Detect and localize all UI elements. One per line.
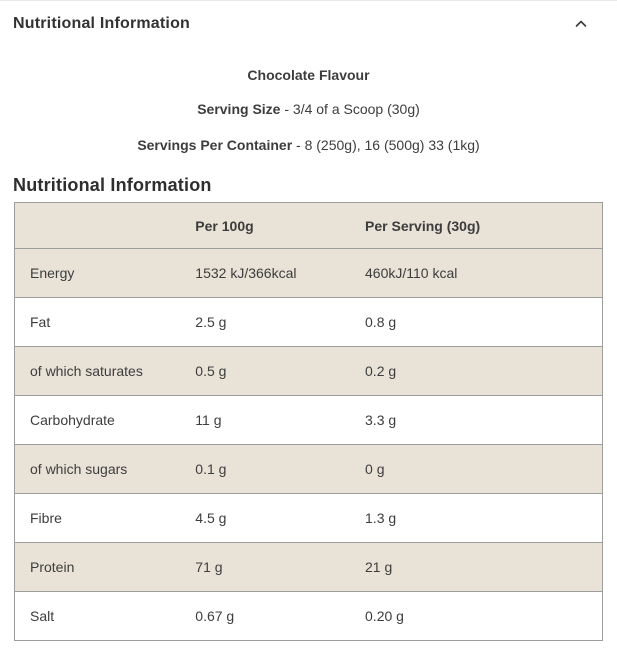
servings-per-container-label: Servings Per Container <box>137 137 293 153</box>
row-per-serving: 0.2 g <box>365 363 397 379</box>
serving-size-value: - 3/4 of a Scoop (30g) <box>280 101 420 117</box>
accordion-header-nutritional-information[interactable] <box>0 1 617 34</box>
table-header-row <box>15 203 603 249</box>
row-per-100g: 0.67 g <box>195 608 235 624</box>
row-per-100g: 4.5 g <box>195 510 227 526</box>
row-label: Energy <box>30 265 75 281</box>
column-header-per-100g: Per 100g <box>195 218 254 234</box>
table-row-fat <box>15 298 603 347</box>
row-label: Fat <box>30 314 51 330</box>
row-label: Fibre <box>30 510 62 526</box>
row-per-100g: 0.5 g <box>195 363 227 379</box>
accordion-title: Nutritional Information <box>13 15 191 32</box>
table-row-energy <box>15 249 603 298</box>
row-per-serving: 0.20 g <box>365 608 404 624</box>
row-per-serving: 0 g <box>365 461 385 477</box>
serving-size-label: Serving Size <box>197 101 281 117</box>
row-per-serving: 0.8 g <box>365 314 397 330</box>
row-per-serving: 3.3 g <box>365 412 397 428</box>
flavour-text: Chocolate Flavour <box>247 67 370 83</box>
table-row-saturates <box>15 347 603 396</box>
column-header-per-serving: Per Serving (30g) <box>365 218 481 234</box>
table-row-protein <box>15 543 603 592</box>
row-per-serving: 460kJ/110 kcal <box>365 265 458 281</box>
row-per-serving: 1.3 g <box>365 510 397 526</box>
servings-per-container-text <box>0 137 617 154</box>
row-per-100g: 1532 kJ/366kcal <box>195 265 297 281</box>
table-row-sugars <box>15 445 603 494</box>
table-row-salt <box>15 592 603 641</box>
row-label: of which saturates <box>30 363 143 379</box>
column-header-blank <box>15 203 181 249</box>
nutrition-table <box>14 202 603 641</box>
row-per-serving: 21 g <box>365 559 393 575</box>
row-per-100g: 71 g <box>195 559 223 575</box>
product-info-block <box>0 67 617 154</box>
row-label: Salt <box>30 608 55 624</box>
chevron-up-icon[interactable] <box>573 16 589 32</box>
row-label: Carbohydrate <box>30 412 115 428</box>
row-per-100g: 2.5 g <box>195 314 227 330</box>
row-label: of which sugars <box>30 461 128 477</box>
serving-size-text <box>0 101 617 118</box>
table-row-fibre <box>15 494 603 543</box>
servings-per-container-value: - 8 (250g), 16 (500g) 33 (1kg) <box>292 137 480 153</box>
row-label: Protein <box>30 559 75 575</box>
row-per-100g: 11 g <box>195 412 222 428</box>
row-per-100g: 0.1 g <box>195 461 227 477</box>
table-row-carbohydrate <box>15 396 603 445</box>
section-heading: Nutritional Information <box>13 175 212 195</box>
